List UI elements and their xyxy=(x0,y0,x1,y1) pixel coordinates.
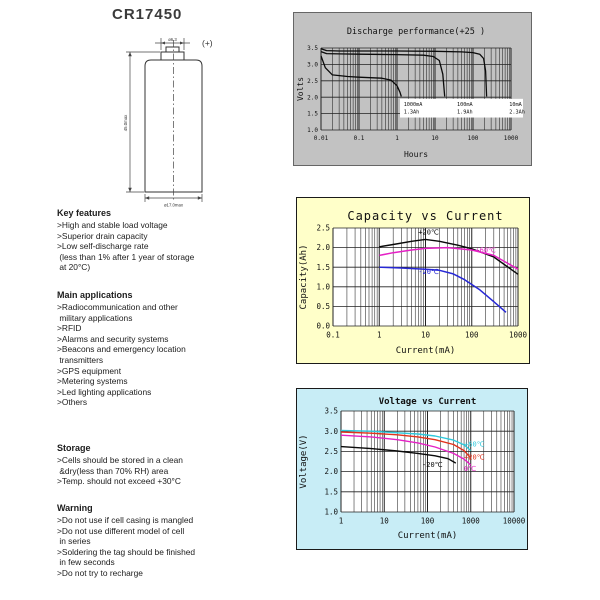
legend-capacity-label: 1.9Ah xyxy=(457,109,473,116)
y-axis-label: Voltage(V) xyxy=(299,434,309,489)
section-line: in few seconds xyxy=(57,557,115,568)
x-axis-tick-label: 1000 xyxy=(461,516,480,526)
chart-capacity-vs-current xyxy=(296,197,530,364)
x-axis-tick-label: 0.1 xyxy=(353,135,365,142)
section-key-features xyxy=(57,208,295,273)
chart-canvas xyxy=(297,198,529,363)
chart-canvas xyxy=(297,389,527,549)
section-heading: Warning xyxy=(57,503,93,513)
section-line: >RFID xyxy=(57,323,82,334)
y-axis-label: Volts xyxy=(296,76,305,102)
curve-temperature-label: -20℃ xyxy=(422,460,443,469)
x-axis-tick-label: 1 xyxy=(338,516,344,526)
y-axis-tick-label: 2.5 xyxy=(316,223,330,233)
curve-temperature-label: 0℃ xyxy=(464,464,477,473)
section-line: &dry(less than 70% RH) area xyxy=(57,465,169,476)
legend-capacity-label: 2.3Ah xyxy=(509,109,525,116)
section-line: >Low self-discharge rate xyxy=(57,241,149,252)
page-title: CR17450 xyxy=(112,6,183,23)
section-line: >GPS equipment xyxy=(57,365,122,376)
legend-current-label: 100mA xyxy=(457,101,473,108)
y-axis-label: Capacity(Ah) xyxy=(299,244,309,310)
curve-temperature-label: +60℃ xyxy=(464,440,485,449)
battery-terminal-knob xyxy=(166,47,179,52)
y-axis-tick-label: 2.0 xyxy=(324,467,338,477)
dim-diameter-label: ø17.0max xyxy=(163,202,184,208)
section-line: >Temp. should not exceed +30°C xyxy=(57,476,181,487)
section-line: (less than 1% after 1 year of storage xyxy=(57,251,195,262)
battery-diagram xyxy=(100,28,250,210)
y-axis-tick-label: 1.0 xyxy=(316,282,330,292)
section-line: >Cells should be stored in a clean xyxy=(57,455,183,465)
battery-terminal-cap xyxy=(161,52,184,60)
chart-title: Voltage vs Current xyxy=(378,397,477,407)
section-heading: Main applications xyxy=(57,290,133,300)
dim-top-label: ø6.3 xyxy=(168,37,177,42)
x-axis-tick-label: 100 xyxy=(420,516,435,526)
y-axis-tick-label: 3.0 xyxy=(307,61,318,69)
section-line: >Others xyxy=(57,397,88,408)
section-line: >Metering systems xyxy=(57,376,128,387)
chart-title: Capacity vs Current xyxy=(347,209,504,223)
y-axis-tick-label: 1.5 xyxy=(307,110,318,118)
legend-capacity-label: 1.3Ah xyxy=(403,109,420,116)
y-axis-tick-label: 0.5 xyxy=(316,302,330,312)
section-line: >Radiocommunication and other xyxy=(57,302,178,312)
y-axis-tick-label: 2.0 xyxy=(307,94,318,102)
section-line: >Do not use different model of cell xyxy=(57,525,185,536)
plot-area xyxy=(321,48,511,130)
dimension-arrows xyxy=(128,42,202,200)
chart-discharge-performance xyxy=(293,12,532,166)
y-axis-tick-label: 3.5 xyxy=(307,45,318,53)
section-main-applications xyxy=(57,290,295,408)
x-axis-label: Current(mA) xyxy=(397,531,458,541)
chart-canvas xyxy=(294,13,531,165)
y-axis-tick-label: 3.5 xyxy=(324,406,338,416)
chart-title: Discharge performance(+25 ) xyxy=(346,27,486,37)
section-line: >Superior drain capacity xyxy=(57,230,148,241)
dim-height-label: 45.0max xyxy=(123,114,128,132)
section-line: transmitters xyxy=(57,354,104,365)
x-axis-tick-label: 0.1 xyxy=(326,330,340,340)
x-axis-label: Current(mA) xyxy=(395,346,456,356)
section-heading: Storage xyxy=(57,443,91,453)
x-axis-tick-label: 1 xyxy=(376,330,382,340)
curve-temperature-label: +60℃ xyxy=(475,246,496,255)
polarity-label: (+) xyxy=(202,38,213,48)
x-axis-tick-label: 1000 xyxy=(503,135,519,142)
section-warning xyxy=(57,503,295,579)
chart-voltage-vs-current xyxy=(296,388,528,550)
legend-current-label: 10mA xyxy=(509,101,522,108)
x-axis-label: Hours xyxy=(403,150,429,159)
x-axis-tick-label: 100 xyxy=(464,330,479,340)
y-axis-tick-label: 1.0 xyxy=(307,127,318,135)
section-line: >Led lighting applications xyxy=(57,386,152,397)
curve-temperature-label: +20℃ xyxy=(464,453,485,462)
y-axis-tick-label: 3.0 xyxy=(324,426,338,436)
y-axis-tick-label: 2.5 xyxy=(307,77,318,85)
y-axis-tick-label: 2.5 xyxy=(324,447,338,457)
x-axis-tick-label: 10 xyxy=(431,135,439,142)
x-axis-tick-label: 10 xyxy=(379,516,389,526)
curve-temperature-label: +20℃ xyxy=(418,228,439,237)
section-line: military applications xyxy=(57,312,133,323)
section-line: >Do not use if cell casing is mangled xyxy=(57,515,194,525)
section-line: >Do not try to recharge xyxy=(57,567,143,578)
y-axis-tick-label: 1.5 xyxy=(324,487,338,497)
legend-current-label: 1000mA xyxy=(403,101,423,108)
section-storage xyxy=(57,443,295,487)
section-line: >Alarms and security systems xyxy=(57,333,169,344)
y-axis-tick-label: 1.5 xyxy=(316,262,330,272)
x-axis-tick-label: 100 xyxy=(467,135,479,142)
section-line: >Soldering the tag should be finished xyxy=(57,546,196,557)
y-axis-tick-label: 2.0 xyxy=(316,243,330,253)
y-axis-tick-label: 1.0 xyxy=(324,507,338,517)
section-line: at 20°C) xyxy=(57,262,91,273)
section-line: >High and stable load voltage xyxy=(57,220,168,230)
x-axis-tick-label: 10000 xyxy=(502,516,526,526)
section-line: in series xyxy=(57,536,91,547)
x-axis-tick-label: 1 xyxy=(395,135,399,142)
x-axis-tick-label: 0.01 xyxy=(313,135,329,142)
dimension-lines xyxy=(126,38,202,202)
section-heading: Key features xyxy=(57,208,112,218)
section-line: >Beacons and emergency location xyxy=(57,344,186,355)
x-axis-tick-label: 10 xyxy=(420,330,431,340)
x-axis-tick-label: 1000 xyxy=(508,330,528,340)
curve-temperature-label: -20℃ xyxy=(418,267,439,276)
y-axis-tick-label: 0.0 xyxy=(316,321,330,331)
